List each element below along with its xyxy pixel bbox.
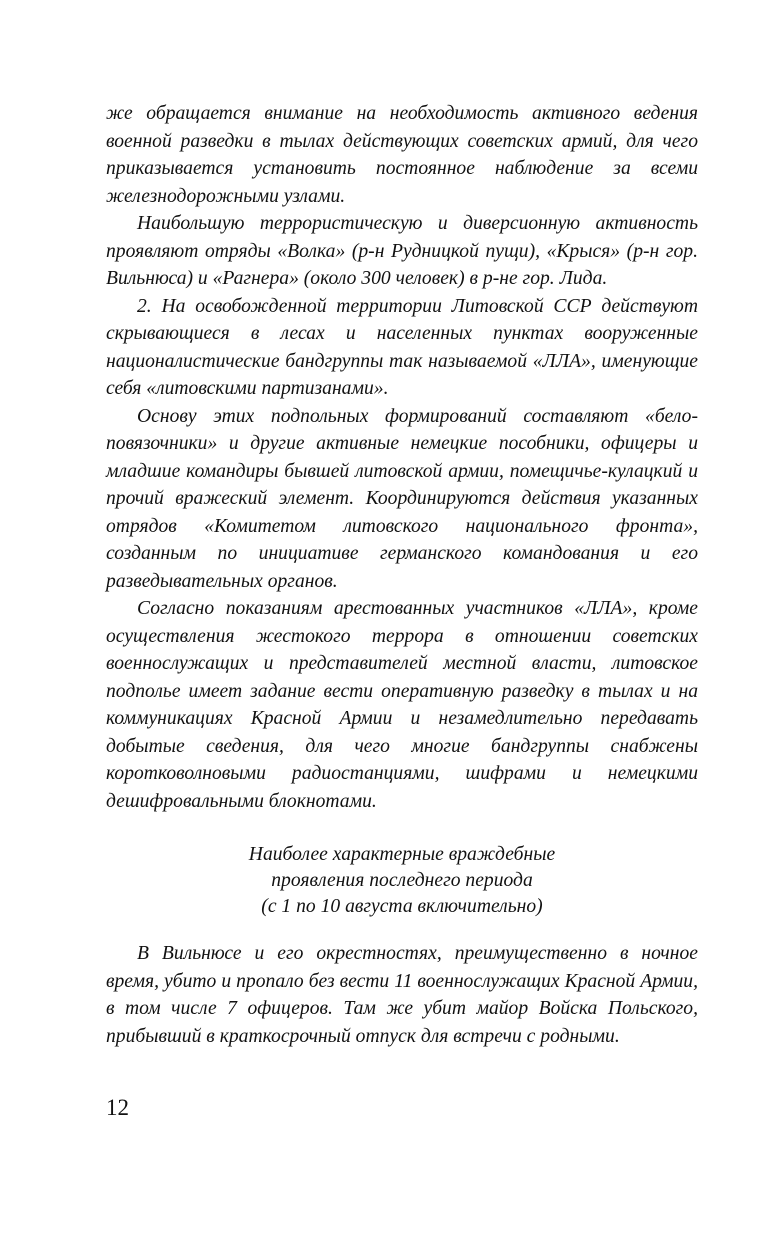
paragraph-terrorist-activity: Наибольшую террористическую и диверсионную активность проявляют отряды «Волка» (р-н Рудницкой пущи), «Крыся» (р-н гор. Вильнюса) и «Рагнера» (около 300 человек) в р-не гор. Лида. [106, 213, 698, 289]
section-heading-line-1: Наиболее характерные враждебные [248, 844, 556, 865]
paragraph-vilnius-incidents: В Вильнюсе и его окрестностях, преимущественно в ночное время, убито и пропало без вести 11 военнослужащих Красной Армии, в том числе 7 офицеров. Там же убит майор Войска Польского, прибывший в краткосрочный отпуск для встречи с родными. [106, 943, 698, 1047]
section-heading [106, 842, 698, 920]
page-text-block [106, 100, 698, 1050]
paragraph-lithuanian-ssr: 2. На освобожденной территории Литовской ССР действуют скрывающиеся в лесах и населенных пунктах вооруженные националистические бандгруппы так называемой «ЛЛА», именующие себя «литовскими партизанами». [106, 295, 698, 399]
paragraph-arrested-testimony: Согласно показаниям арестованных участников «ЛЛА», кроме осуществления жестокого террора в отношении советских военнослужащих и представителей местной власти, литовское подполье имеет задание вести оперативную разведку в тылах и на коммуникациях Красной Армии и незамедлительно передавать добытые сведения, для чего многие бандгруппы снабжены коротковолновыми радиостанциями, шифрами и немецкими дешифровальными блокнотами. [106, 598, 698, 812]
section-heading-line-3: (с 1 по 10 августа включительно) [261, 896, 543, 917]
section-heading-line-2: проявления последнего периода [271, 870, 533, 891]
page-number: 12 [106, 1095, 129, 1120]
paragraph-underground-formations: Основу этих подпольных формирований составляют «белоповязочники» и другие активные немецкие пособники, офицеры и младшие командиры бывшей литовской армии, помещичье-кулацкий и прочий вражеский элемент. Координируются действия указанных отрядов «Комитетом литовского национального фронта», созданным по инициативе германского командования и его разведывательных органов. [106, 405, 698, 592]
paragraph-intel-reconnaissance: же обращается внимание на необходимость активного ведения военной разведки в тылах действующих советских армий, для чего приказывается установить постоянное наблюдение за всеми железнодорожными узлами. [106, 103, 698, 207]
